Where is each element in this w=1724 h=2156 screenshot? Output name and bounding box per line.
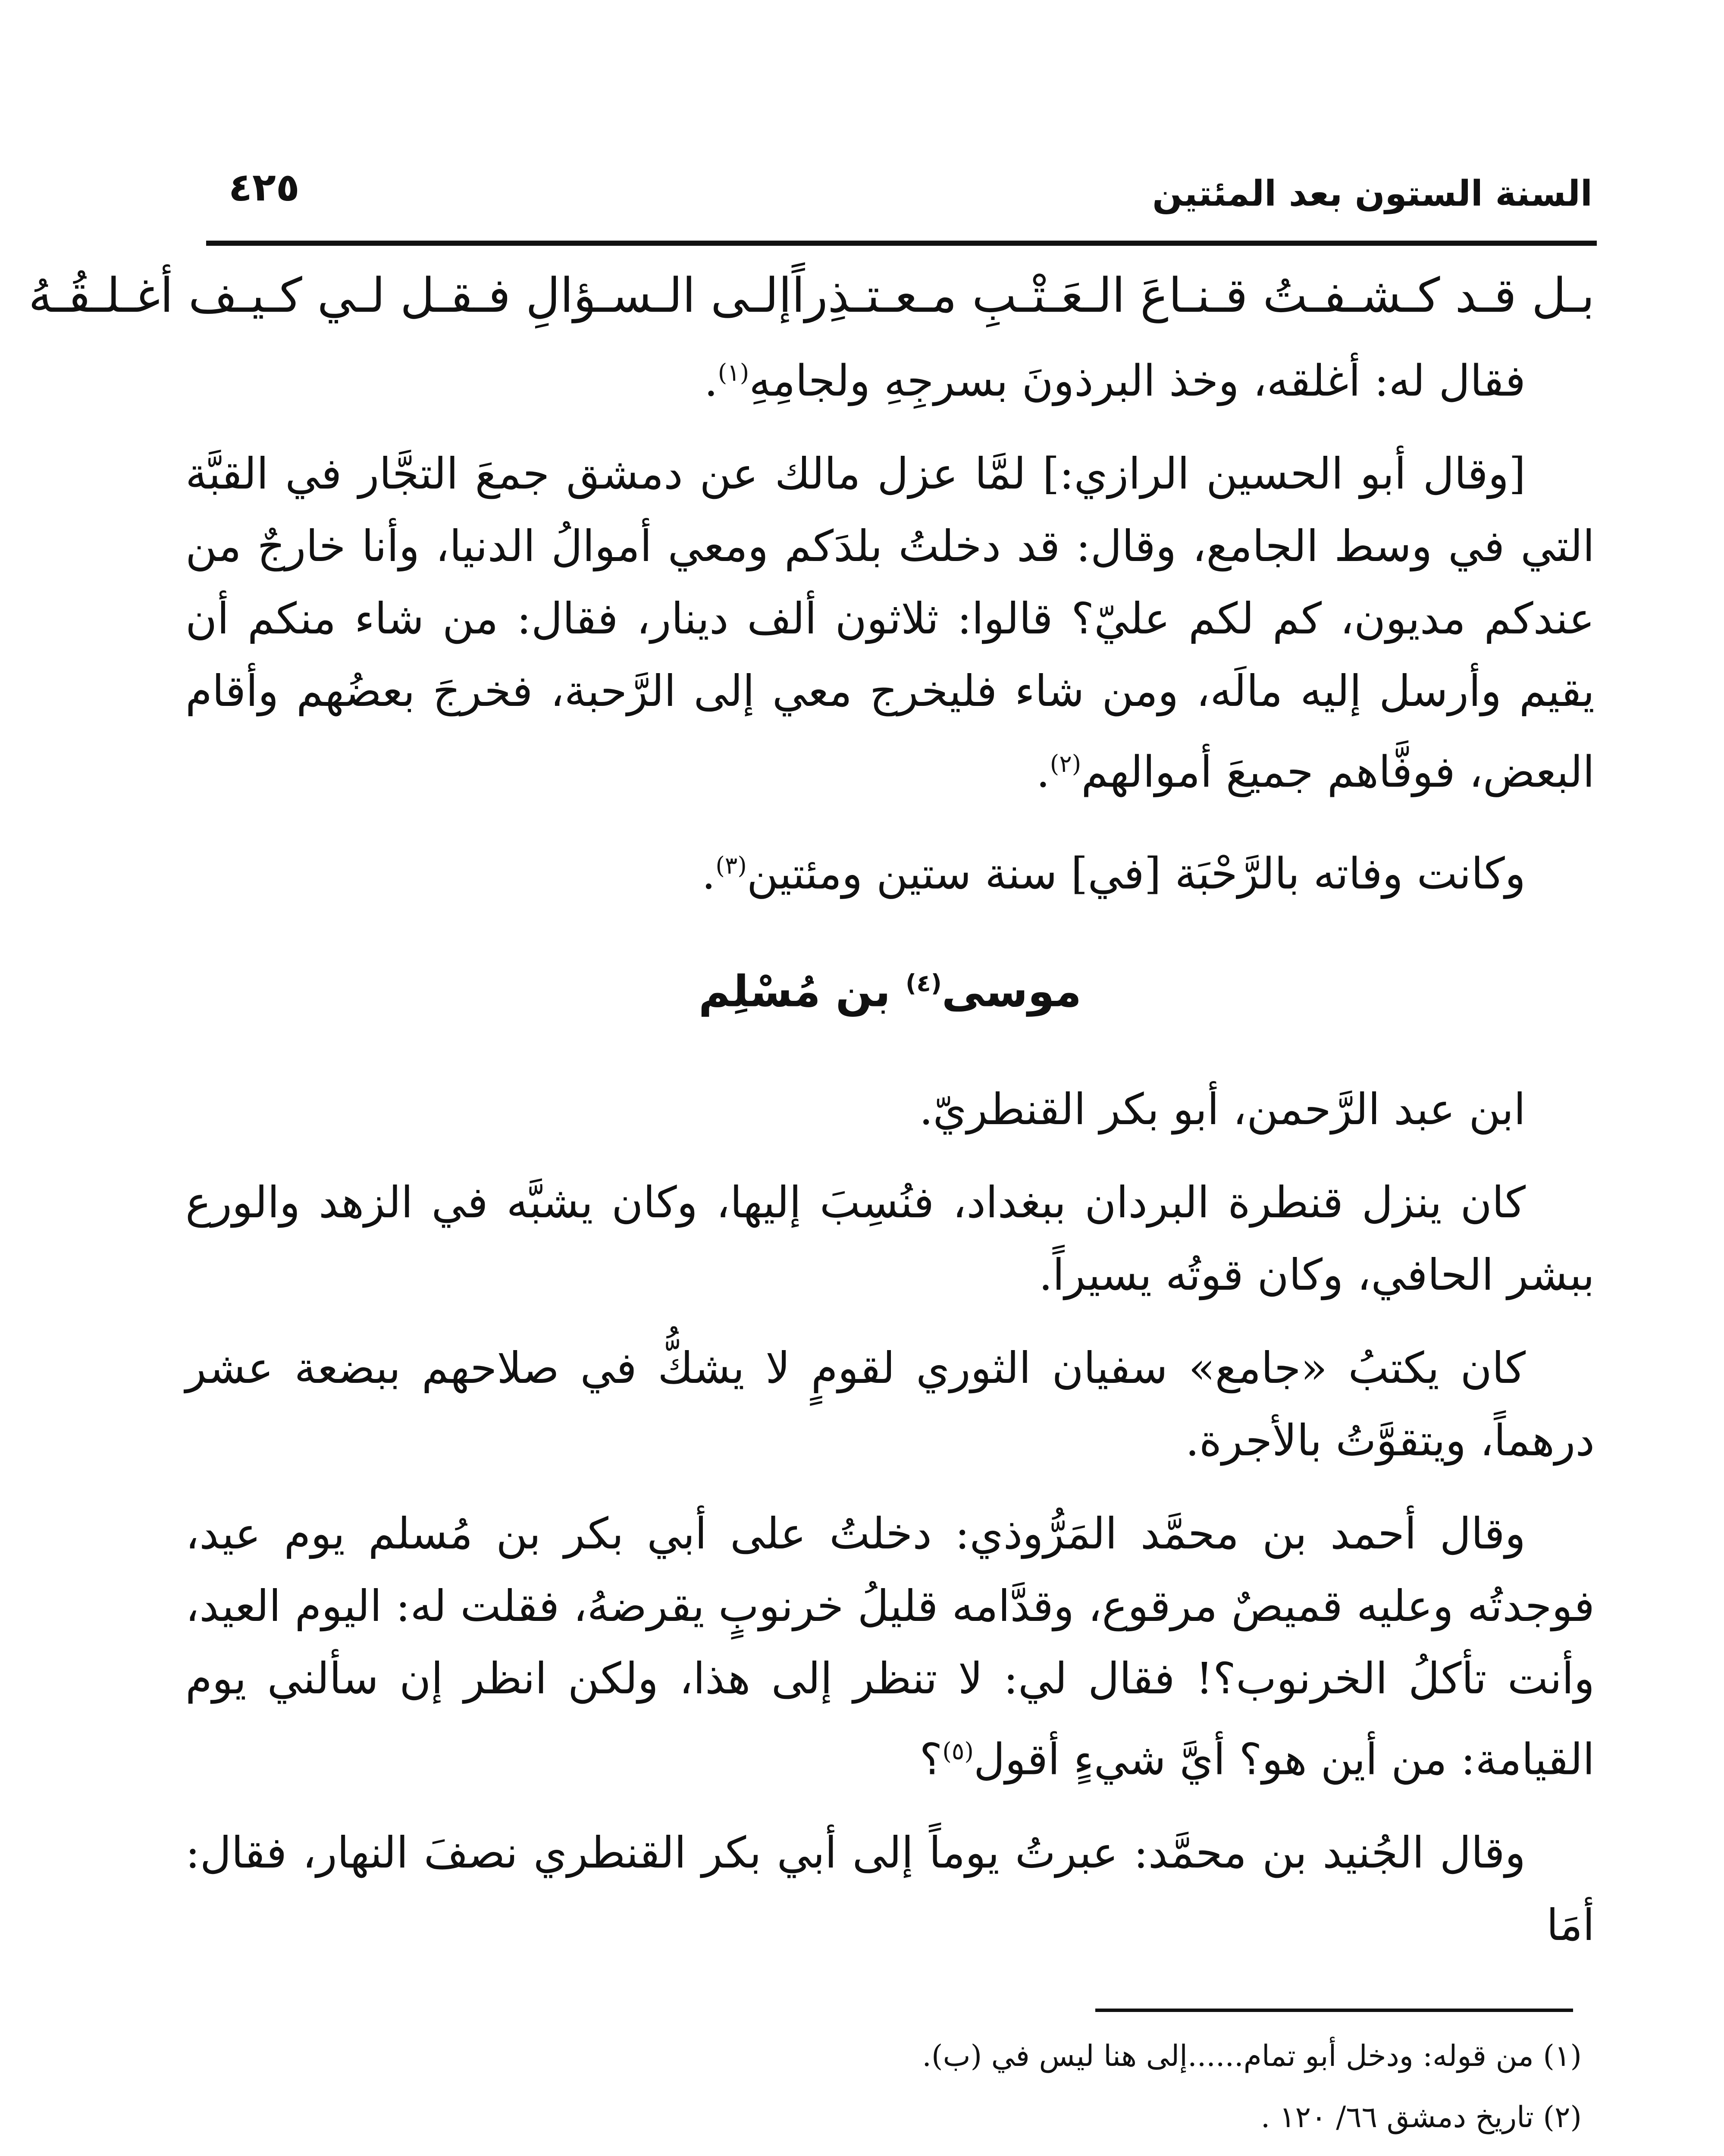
paragraph bbox=[185, 336, 1595, 417]
paragraph-end: . bbox=[704, 355, 718, 406]
paragraph-text: فقال له: أغلقه، وخذ البرذونَ بسرجِهِ ولجامِهِ bbox=[749, 355, 1526, 406]
paragraph: كان ينزل قنطرة البردان ببغداد، فنُسِبَ إليها، وكان يشبَّه في الزهد والورع ببشر الحافي، وكان قوتُه يسيراً. bbox=[185, 1177, 1595, 1300]
paragraph-end: . bbox=[1036, 746, 1050, 797]
footnotes bbox=[185, 2029, 1586, 2156]
paragraph-end: ؟ bbox=[919, 1734, 943, 1785]
footnote-ref[interactable]: (٣) bbox=[715, 851, 747, 879]
heading-name: موسى bbox=[941, 966, 1082, 1017]
paragraph-text: [وقال أبو الحسين الرازي:] لمَّا عزل مالك عن دمشق جمعَ التجَّار في القبَّة التي في وسط الجامع، وقال: قد دخلتُ بلدَكم ومعي أموالُ الدنيا، وأنا خارجٌ من عندكم مديون، كم لكم عليّ؟ قالوا: ثلاثون ألف دينار، فقال: من شاء منكم أن يقيم وأرسل إليه مالَه، ومن شاء فليخرج معي إلى الرَّحبة، فخرجَ بعضُهم وأقام البعض، فوفَّاهم جميعَ أموالهم bbox=[185, 448, 1595, 797]
footnote: (١) من قوله: ودخل أبو تمام......إلى هنا ليس في (ب). bbox=[922, 2039, 1582, 2073]
main-text bbox=[28, 259, 1595, 1982]
footnote bbox=[185, 2151, 1586, 2156]
paragraph: ابن عبد الرَّحمن، أبو بكر القنطريّ. bbox=[919, 1084, 1526, 1135]
paragraph: وقال الجُنيد بن محمَّد: عبرتُ يوماً إلى أبي بكر القنطري نصفَ النهار، فقال: أمَا bbox=[185, 1827, 1595, 1950]
page-number: ٤٢٥ bbox=[229, 165, 300, 210]
paragraph bbox=[185, 1498, 1595, 1796]
paragraph-end: . bbox=[702, 848, 716, 899]
paragraph bbox=[185, 438, 1595, 808]
poem-verse bbox=[28, 259, 1595, 332]
footnote-rule bbox=[1095, 2009, 1573, 2012]
biography-heading bbox=[185, 949, 1595, 1026]
footnote-ref[interactable]: (٥) bbox=[942, 1737, 974, 1765]
verse-hemistich-left: إلـى الـسـؤالِ فـقـل لـي كـيـف أغـلـقُـهُ bbox=[28, 268, 792, 323]
footnote: (٢) تاريخ دمشق ٦٦/ ١٢٠ . bbox=[1260, 2100, 1582, 2134]
paragraph bbox=[185, 829, 1595, 910]
paragraph-text: وقال أحمد بن محمَّد المَرُّوذي: دخلتُ على أبي بكر بن مُسلم يوم عيد، فوجدتُه وعليه قميصٌ مرقوع، وقدَّامه قليلُ خرنوبٍ يقرضهُ، فقلت له: اليوم العيد، وأنت تأكلُ الخرنوب؟! فقال لي: لا تنظر إلى هذا، ولكن انظر إن سألني يوم القيامة: من أين هو؟ أيَّ شيءٍ أقول bbox=[185, 1508, 1595, 1785]
paragraph-text: وكانت وفاته بالرَّحْبَة [في] سنة ستين ومئتين bbox=[746, 848, 1526, 899]
footnote-ref[interactable]: (٢) bbox=[1050, 750, 1081, 778]
header-rule bbox=[206, 241, 1597, 246]
verse-hemistich-right: بـل قـد كـشـفـتُ قـنـاعَ الـعَـتْـبِ مـعـتـذِراً bbox=[791, 268, 1595, 323]
heading-name-rest: بن مُسْلِم bbox=[698, 966, 906, 1017]
paragraph: كان يكتبُ «جامع» سفيان الثوري لقومٍ لا يشكُّ في صلاحهم ببضعة عشر درهماً، ويتقوَّتُ بالأجرة. bbox=[185, 1343, 1595, 1466]
running-title: السنة الستون بعد المئتين bbox=[1152, 173, 1592, 214]
footnote-ref[interactable]: (١) bbox=[718, 359, 749, 386]
footnote-ref[interactable]: (٤) bbox=[906, 969, 942, 997]
